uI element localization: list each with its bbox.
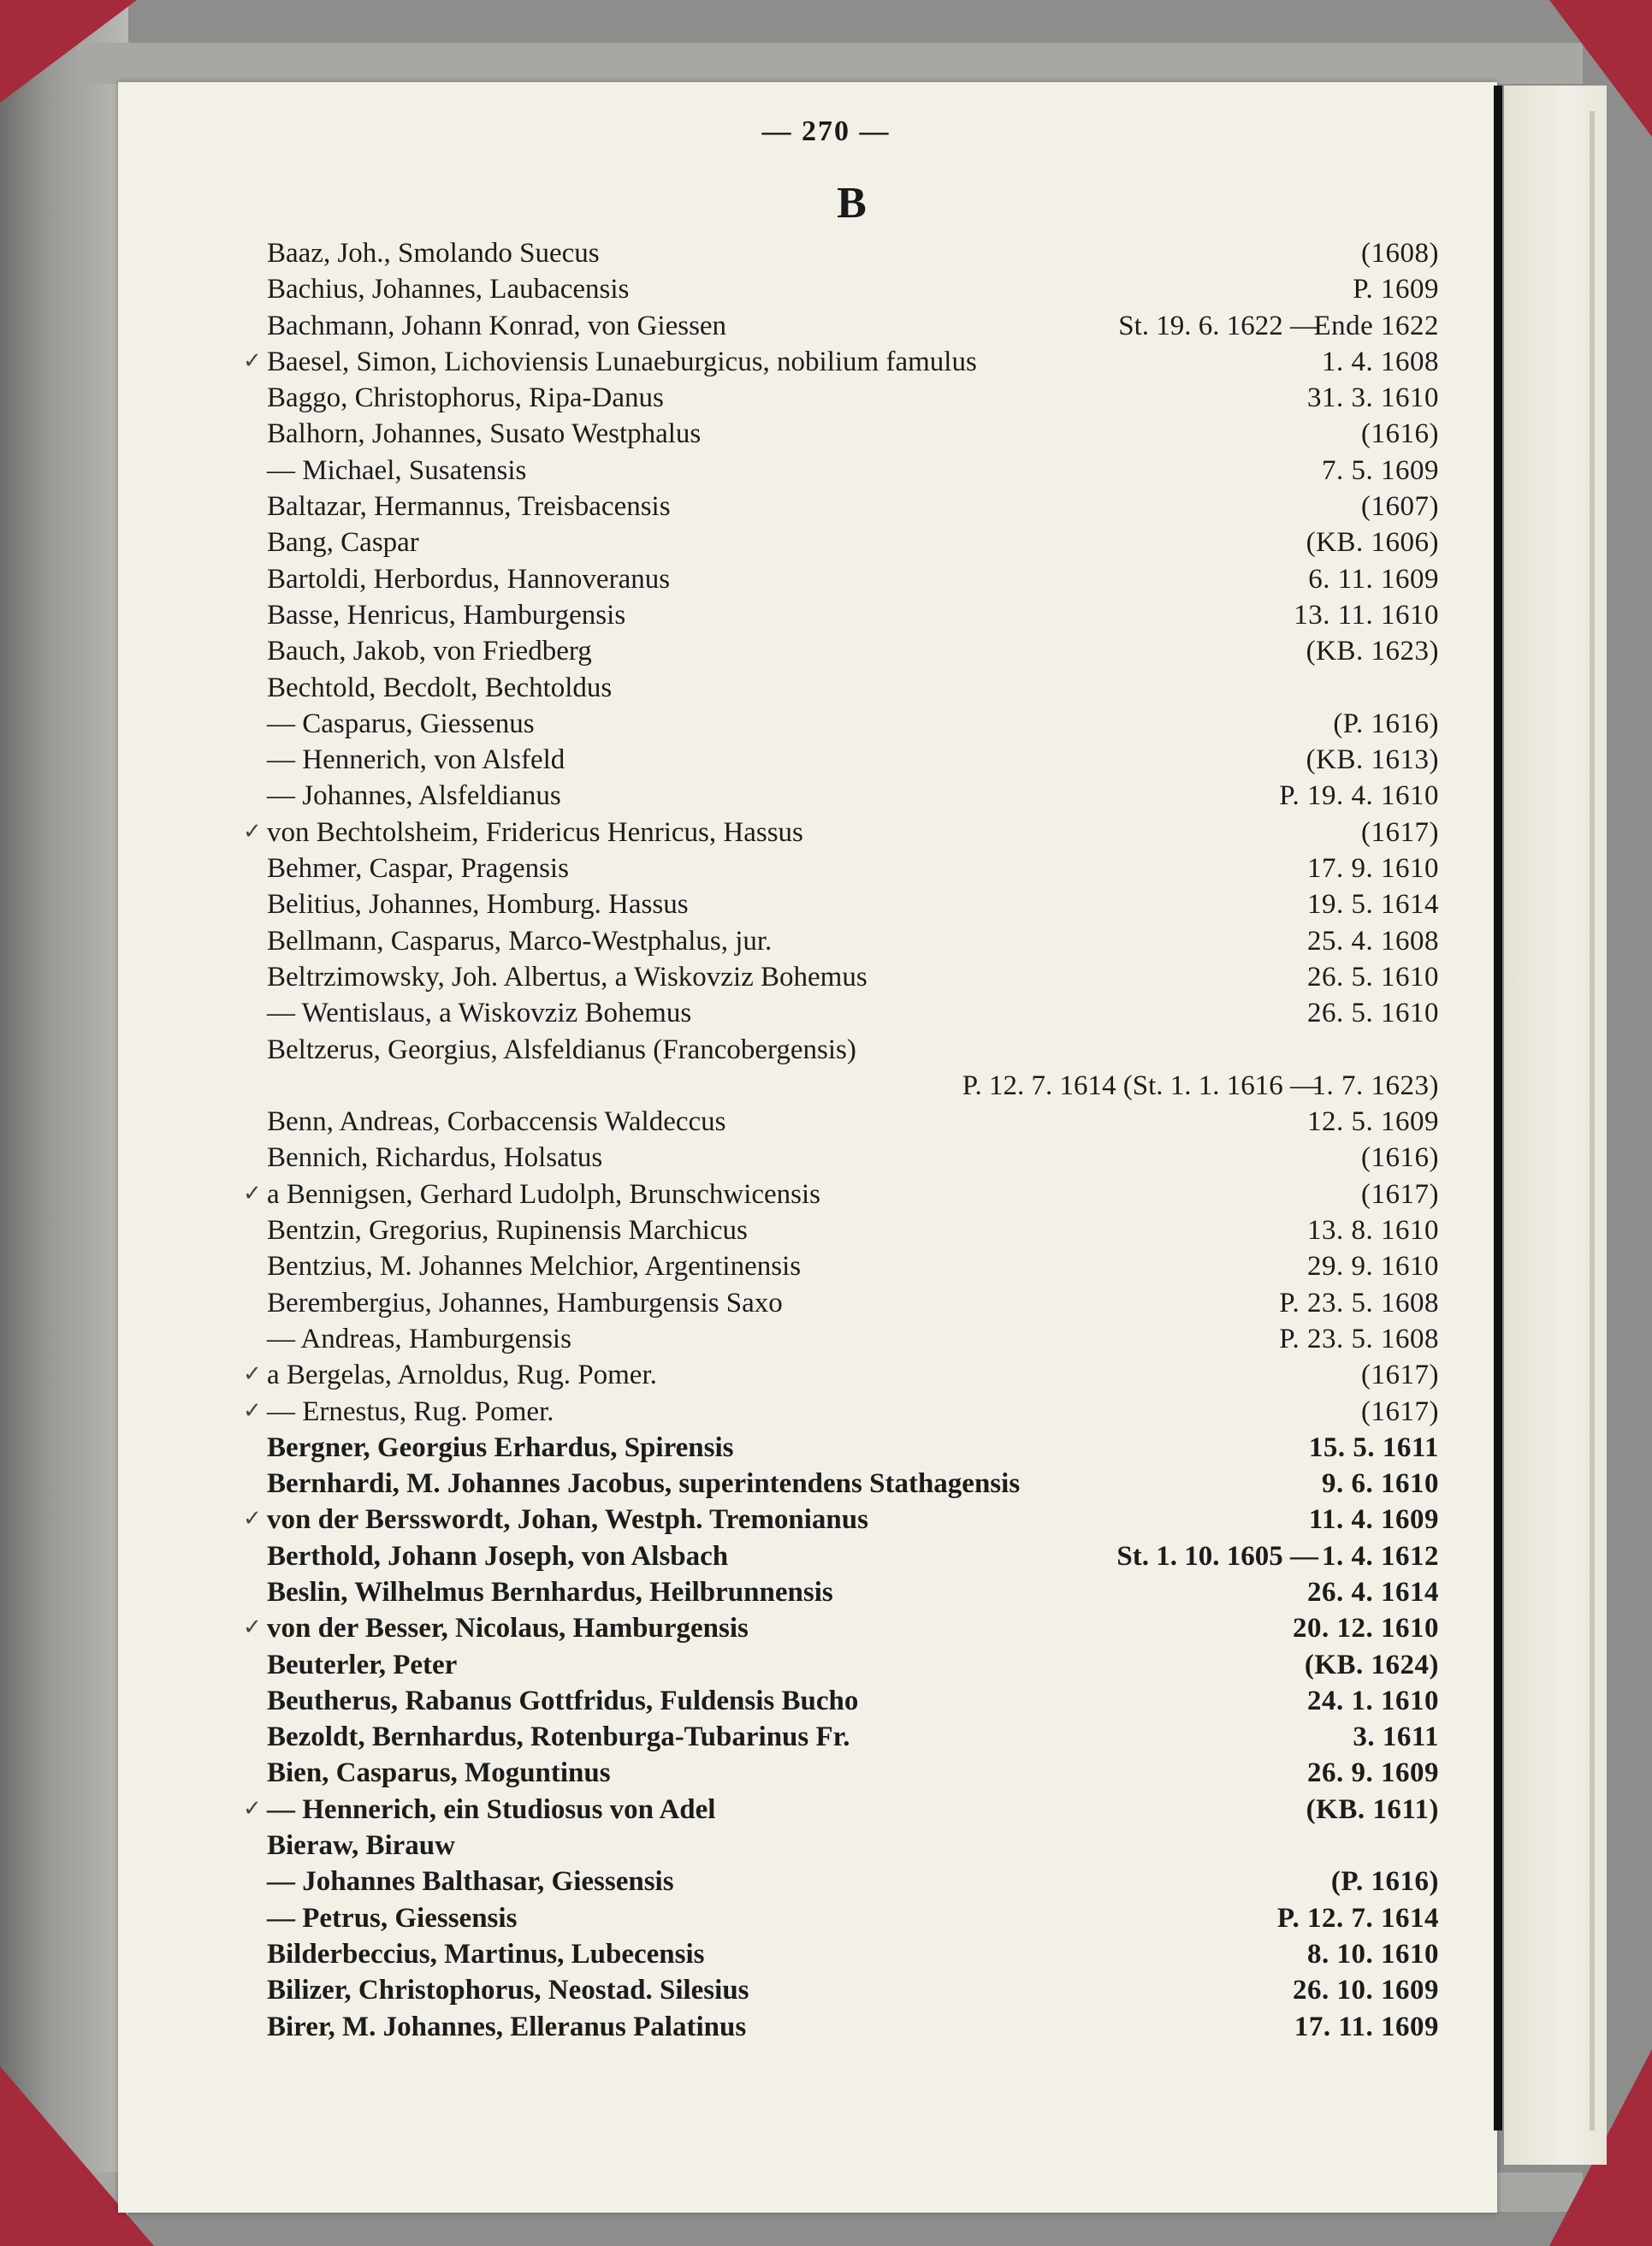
register-entry	[0, 1396, 1652, 1432]
entry-date: (P. 1616)	[1333, 708, 1439, 739]
entry-name: Beutherus, Rabanus Gottfridus, Fuldensis Bucho	[267, 1685, 859, 1716]
entry-name: Baltazar, Hermannus, Treisbacensis	[267, 491, 671, 523]
entry-date: 17. 9. 1610	[1307, 853, 1439, 885]
register-entry	[0, 1650, 1652, 1686]
entry-date: 1. 7. 1623)	[1312, 1070, 1439, 1101]
entry-date: 7. 5. 1609	[1322, 454, 1439, 486]
entry-name: Birer, M. Johannes, Elleranus Palatinus	[267, 2011, 747, 2042]
entry-name: Bilizer, Christophorus, Neostad. Silesius	[267, 1975, 749, 2006]
register-entry	[0, 1504, 1652, 1540]
entry-date: 20. 12. 1610	[1293, 1613, 1439, 1644]
register-entry	[0, 1034, 1652, 1070]
entry-date: 6. 11. 1609	[1308, 563, 1439, 595]
entry-date: 1. 4. 1612	[1322, 1540, 1439, 1572]
entry-date: 12. 5. 1609	[1307, 1106, 1439, 1138]
register-entries	[0, 238, 1652, 2047]
entry-date: (1617)	[1361, 1396, 1439, 1427]
entry-date: P. 23. 5. 1608	[1279, 1287, 1439, 1319]
register-entry	[0, 238, 1652, 274]
register-entry	[0, 1251, 1652, 1287]
section-letter: B	[837, 179, 867, 228]
entry-date: 31. 3. 1610	[1307, 382, 1439, 414]
entry-name: Basse, Henricus, Hamburgensis	[267, 599, 626, 631]
register-entry	[0, 1432, 1652, 1468]
entry-name: Bauch, Jakob, von Friedberg	[267, 636, 592, 667]
register-entry	[0, 1939, 1652, 1975]
entry-date: (P. 1616)	[1330, 1866, 1439, 1898]
entry-date: P. 19. 4. 1610	[1279, 780, 1439, 812]
entry-extra: St. 1. 10. 1605 —	[1116, 1540, 1318, 1572]
entry-name: Behmer, Caspar, Pragensis	[267, 853, 569, 885]
entry-date: 29. 9. 1610	[1307, 1251, 1439, 1283]
entry-name: Bechtold, Becdolt, Bechtoldus	[267, 672, 613, 703]
checkmark-icon: ✓	[243, 1506, 262, 1532]
register-entry	[0, 274, 1652, 310]
entry-date: 24. 1. 1610	[1307, 1685, 1439, 1716]
entry-date: (1617)	[1361, 816, 1439, 848]
entry-date: 8. 10. 1610	[1307, 1938, 1439, 1970]
register-entry	[0, 744, 1652, 780]
entry-date: 26. 4. 1614	[1307, 1576, 1439, 1608]
entry-name: von der Besser, Nicolaus, Hamburgensis	[267, 1613, 749, 1644]
register-entry	[0, 1722, 1652, 1757]
register-entry	[0, 600, 1652, 636]
page-number: — 270 —	[761, 116, 891, 147]
entry-name: — Hennerich, von Alsfeld	[267, 744, 565, 776]
register-entry	[0, 491, 1652, 527]
register-entry	[0, 1215, 1652, 1251]
register-entry	[0, 1142, 1652, 1178]
entry-name: — Petrus, Giessensis	[267, 1902, 518, 1934]
entry-date: (KB. 1611)	[1306, 1793, 1439, 1825]
register-entry	[0, 1577, 1652, 1613]
entry-date: (1617)	[1361, 1360, 1439, 1391]
entry-extra: P. 12. 7. 1614 (St. 1. 1. 1616 —	[962, 1070, 1318, 1101]
entry-date: 26. 5. 1610	[1307, 998, 1439, 1029]
entry-name: Berembergius, Johannes, Hamburgensis Saxo	[267, 1287, 783, 1319]
entry-date: (1608)	[1361, 238, 1439, 269]
register-entry	[0, 1830, 1652, 1866]
entry-date: (KB. 1606)	[1306, 527, 1439, 559]
register-entry	[0, 1903, 1652, 1939]
entry-date: 26. 5. 1610	[1307, 961, 1439, 993]
entry-name: — Johannes Balthasar, Giessensis	[267, 1866, 674, 1898]
entry-date: (KB. 1613)	[1306, 744, 1439, 776]
entry-date: Ende 1622	[1313, 310, 1439, 341]
entry-date: 26. 9. 1609	[1307, 1757, 1439, 1789]
entry-date: P. 1609	[1353, 274, 1439, 305]
register-entry	[0, 962, 1652, 998]
register-entry	[0, 1866, 1652, 1902]
register-entry	[0, 2012, 1652, 2047]
entry-name: Beuterler, Peter	[267, 1649, 458, 1680]
checkmark-icon: ✓	[243, 1180, 262, 1206]
entry-name: Bentzin, Gregorius, Rupinensis Marchicus	[267, 1215, 748, 1247]
register-entry	[0, 780, 1652, 816]
register-entry	[0, 1468, 1652, 1504]
entry-name: Baesel, Simon, Lichoviensis Lunaeburgicus, nobilium famulus	[267, 346, 977, 377]
entry-name: Bennich, Richardus, Holsatus	[267, 1142, 603, 1174]
entry-name: Bachius, Johannes, Laubacensis	[267, 274, 630, 305]
entry-name: Beltzerus, Georgius, Alsfeldianus (Francobergensis)	[267, 1034, 856, 1065]
entry-date: (1616)	[1361, 1142, 1439, 1174]
entry-name: Bezoldt, Bernhardus, Rotenburga-Tubarinus Fr.	[267, 1722, 850, 1753]
register-entry	[0, 1686, 1652, 1722]
entry-name: Bergner, Georgius Erhardus, Spirensis	[267, 1431, 734, 1463]
register-entry	[0, 1975, 1652, 2011]
checkmark-icon: ✓	[243, 1615, 262, 1640]
entry-date: (1616)	[1361, 418, 1439, 450]
entry-date: (KB. 1623)	[1306, 636, 1439, 667]
entry-name: Bieraw, Birauw	[267, 1830, 455, 1862]
register-entry	[0, 1360, 1652, 1396]
entry-name: Belitius, Johannes, Homburg. Hassus	[267, 889, 689, 921]
entry-name: Bien, Casparus, Moguntinus	[267, 1757, 611, 1789]
entry-name: von der Bersswordt, Johan, Westph. Tremonianus	[267, 1504, 868, 1536]
entry-name: Bernhardi, M. Johannes Jacobus, superintendens Stathagensis	[267, 1468, 1021, 1500]
entry-date: 13. 11. 1610	[1294, 599, 1439, 631]
entry-name: a Bennigsen, Gerhard Ludolph, Brunschwicensis	[267, 1178, 821, 1210]
entry-name: — Wentislaus, a Wiskovziz Bohemus	[267, 998, 692, 1029]
entry-extra: St. 19. 6. 1622 —	[1118, 310, 1318, 341]
entry-date: 3. 1611	[1353, 1722, 1439, 1753]
entry-date: (KB. 1624)	[1304, 1649, 1439, 1680]
register-entry	[0, 382, 1652, 418]
entry-date: 9. 6. 1610	[1322, 1468, 1439, 1500]
entry-name: Bartoldi, Herbordus, Hannoveranus	[267, 563, 671, 595]
entry-date: 25. 4. 1608	[1307, 925, 1439, 957]
register-entry	[0, 347, 1652, 382]
entry-name: — Andreas, Hamburgensis	[267, 1323, 571, 1354]
entry-date: (1607)	[1361, 491, 1439, 523]
entry-name: Bellmann, Casparus, Marco-Westphalus, jur.	[267, 925, 773, 957]
register-entry	[0, 1106, 1652, 1142]
entry-name: — Michael, Susatensis	[267, 454, 527, 486]
register-entry	[0, 1179, 1652, 1215]
register-entry	[0, 455, 1652, 491]
entry-name: Benn, Andreas, Corbaccensis Waldeccus	[267, 1106, 726, 1138]
register-entry	[0, 418, 1652, 454]
entry-date: 15. 5. 1611	[1308, 1431, 1439, 1463]
entry-date: 19. 5. 1614	[1307, 889, 1439, 921]
entry-name: Beslin, Wilhelmus Bernhardus, Heilbrunnensis	[267, 1576, 833, 1608]
checkmark-icon: ✓	[243, 1361, 262, 1387]
register-entry	[0, 311, 1652, 347]
entry-name: — Hennerich, ein Studiosus von Adel	[267, 1793, 716, 1825]
entry-date: 1. 4. 1608	[1322, 346, 1439, 377]
entry-name: Baggo, Christophorus, Ripa-Danus	[267, 382, 664, 414]
checkmark-icon: ✓	[243, 347, 262, 373]
register-entry	[0, 926, 1652, 962]
entry-name: Berthold, Johann Joseph, von Alsbach	[267, 1540, 729, 1572]
entry-name: Bilderbeccius, Martinus, Lubecensis	[267, 1938, 705, 1970]
entry-name: Baaz, Joh., Smolando Suecus	[267, 238, 600, 269]
entry-name: Balhorn, Johannes, Susato Westphalus	[267, 418, 702, 450]
register-entry	[0, 673, 1652, 708]
register-entry	[0, 853, 1652, 889]
entry-name: Bang, Caspar	[267, 527, 419, 559]
entry-date: 11. 4. 1609	[1308, 1504, 1439, 1536]
register-entry	[0, 1541, 1652, 1577]
entry-name: Beltrzimowsky, Joh. Albertus, a Wiskovziz Bohemus	[267, 961, 867, 993]
entry-name: — Ernestus, Rug. Pomer.	[267, 1396, 554, 1427]
register-entry	[0, 1794, 1652, 1830]
register-entry	[0, 1324, 1652, 1360]
entry-name: Bachmann, Johann Konrad, von Giessen	[267, 310, 727, 341]
register-entry	[0, 636, 1652, 672]
register-entry	[0, 817, 1652, 853]
entry-name: — Casparus, Giessenus	[267, 708, 535, 739]
entry-date: 17. 11. 1609	[1294, 2011, 1439, 2042]
register-entry	[0, 1757, 1652, 1793]
register-entry	[0, 998, 1652, 1034]
checkmark-icon: ✓	[243, 818, 262, 844]
register-entry	[0, 1288, 1652, 1324]
checkmark-icon: ✓	[243, 1397, 262, 1423]
entry-name: — Johannes, Alsfeldianus	[267, 780, 561, 812]
register-entry	[0, 889, 1652, 925]
book-cover-top	[77, 43, 1583, 84]
entry-date: P. 23. 5. 1608	[1279, 1323, 1439, 1354]
entry-name: von Bechtolsheim, Fridericus Henricus, Hassus	[267, 816, 803, 848]
entry-date: (1617)	[1361, 1178, 1439, 1210]
register-entry	[0, 1613, 1652, 1649]
entry-name: Bentzius, M. Johannes Melchior, Argentinensis	[267, 1251, 802, 1283]
entry-date: P. 12. 7. 1614	[1276, 1902, 1439, 1934]
entry-date: 13. 8. 1610	[1307, 1215, 1439, 1247]
register-entry	[0, 708, 1652, 744]
entry-name: a Bergelas, Arnoldus, Rug. Pomer.	[267, 1360, 657, 1391]
register-entry	[0, 564, 1652, 600]
register-entry	[0, 1070, 1652, 1106]
checkmark-icon: ✓	[243, 1795, 262, 1821]
entry-date: 26. 10. 1609	[1293, 1975, 1439, 2006]
register-entry	[0, 527, 1652, 563]
